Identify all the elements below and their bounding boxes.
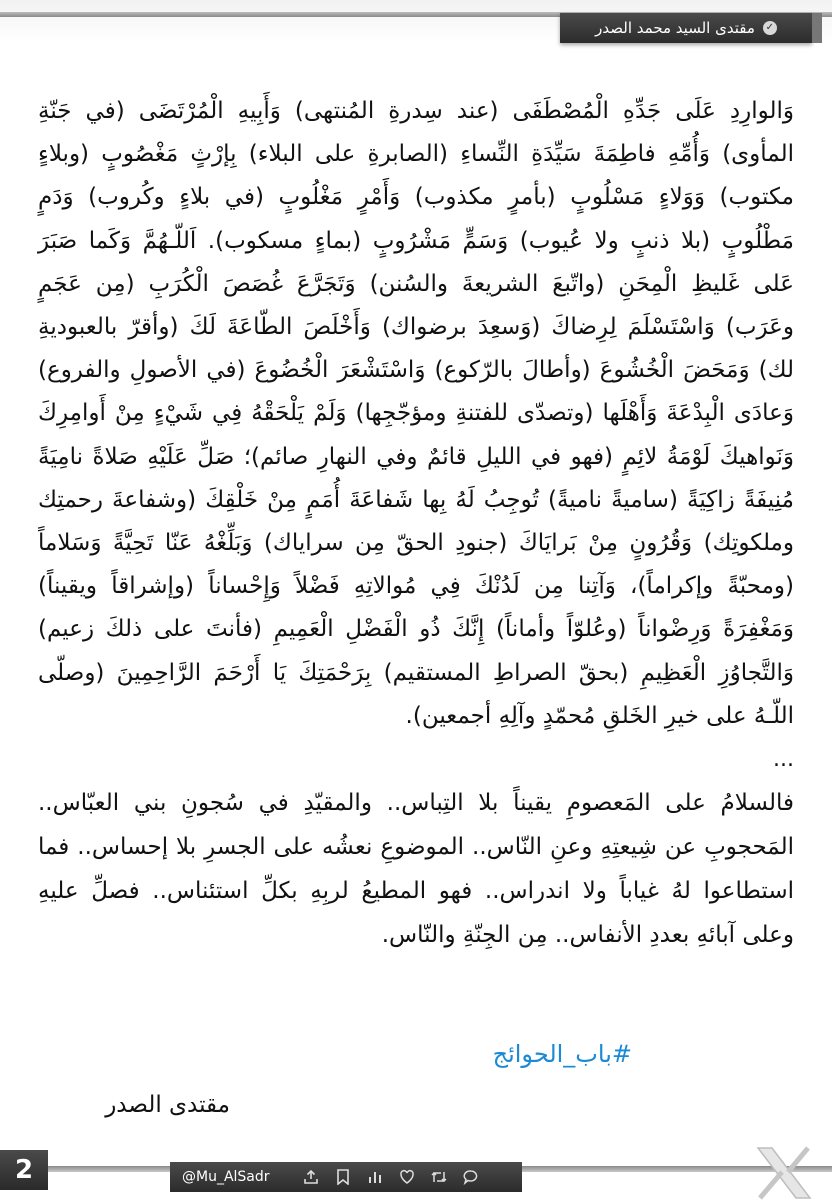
footer-bar <box>170 1162 522 1192</box>
bookmark-icon[interactable] <box>334 1168 352 1186</box>
account-badge[interactable] <box>560 13 812 43</box>
post-body <box>38 90 794 957</box>
account-handle[interactable]: @Mu_AlSadr <box>182 1169 270 1185</box>
retweet-icon[interactable] <box>430 1168 448 1186</box>
share-icon[interactable] <box>302 1168 320 1186</box>
reply-icon[interactable] <box>462 1168 480 1186</box>
paragraph-prayer: وَالوارِدِ عَلَى جَدِّهِ الْمُصْطَفَى (عند سِدرةِ المُنتهى) وَأَبِيهِ الْمُرْتَضَى (في جَنّةِ المأوى) وَأُمِّهِ فاطِمَةَ سَيِّدَةِ النِّساءِ (الصابرةِ على البلاء) بِإرْثٍ مَغْصُوبٍ (وبلاءٍ مكتوب) وَوَلاءٍ مَسْلُوبٍ (بأمرٍ مكذوب) وَأَمْرٍ مَغْلُوبٍ (في بلاءٍ وكُروب) وَدَمٍ مَطْلُوبٍ (بلا ذنبٍ ولا عُيوب) وَسَمٍّ مَشْرُوبٍ (بماءٍ مسكوب). اَللّـهُمَّ وَكَما صَبَرَ عَلى غَليظِ الْمِحَنِ (واتّبعَ الشريعةَ والسُنن) وَتَجَرَّعَ غُصَصَ الْكُرَبِ (مِن عَجَمٍ وعَرَب) وَاسْتَسْلَمَ لِرِضاكَ (وَسعِدَ برضواك) وَأَخْلَصَ الطّاعَةَ لَكَ (وأقرّ بالعبوديةِ لك) وَمَحَضَ الْخُشُوعَ (وأطالَ بالرّكوع) وَاسْتَشْعَرَ الْخُضُوعَ (في الأصولِ والفروع) وَعادَى الْبِدْعَةَ وَأَهْلَها (وتصدّى للفتنةِ ومؤجّجِها) وَلَمْ يَلْحَقْهُ فِي شَيْءٍ مِنْ أَوامِرِكَ وَنَواهيكَ لَوْمَةُ لائِمٍ (فهو في الليلِ قائمٌ وفي النهارِ صائم)؛ صَلِّ عَلَيْهِ صَلاةً نامِيَةً مُنِيفَةً زاكِيَةً (ساميةً ناميةً) تُوجِبُ لَهُ بِها شَفاعَةَ أُمَمٍ مِنْ خَلْقِكَ (وشفاعةَ رحمتِك وملكوتِك) وَقُرُونٍ مِنْ بَرايَاكَ (جنودِ الحقّ مِن سراياك) وَبَلِّغْهُ عَنّا تَحِيَّةً وَسَلاماً (ومحبّةً وإكراماً)، وَآتِنا مِن لَدُنْكَ فِي مُوالاتِهِ فَضْلاً وَإِحْساناً (وإشراقاً ويقيناً) وَمَغْفِرَةً وَرِضْواناً (وعُلوّاً وأماناً) إِنَّكَ ذُو الْفَضْلِ الْعَمِيمِ (فأنتَ على ذلكَ زعيم) وَالتَّجاوُزِ الْعَظِيمِ (بحقّ الصراطِ المستقيم) بِرَحْمَتِكَ يَا أَرْحَمَ الرَّاحِمِينَ (وصلّى اللّـهُ على خيرِ الخَلقِ مُحمّدٍ وآلِهِ أجمعين). <box>38 98 794 729</box>
hashtag-link[interactable]: #باب_الحوائج <box>492 1040 632 1068</box>
paragraph-salutation: فالسلامُ على المَعصومِ يقيناً بلا التِباس.. والمقيّدِ في سُجونِ بني العبّاس.. المَحجوبِ عن شِيعتِهِ وعنِ النّاس.. الموضوعِ نعشُه على الجسرِ بلا إحساس.. فما استطاعوا لهُ غياباً ولا اندراس.. فهو المطيعُ لربِهِ بكلِّ استئناس.. فصلِّ عليهِ وعلى آبائهِ بعددِ الأنفاس.. مِن الجِنّةِ والنّاس. <box>38 790 794 949</box>
page-number: 2 <box>0 1150 48 1190</box>
signature: مقتدى الصدر <box>105 1092 230 1118</box>
x-logo-icon <box>752 1146 816 1200</box>
account-name: مقتدى السيد محمد الصدر <box>595 19 755 37</box>
header-band <box>0 0 832 42</box>
views-icon[interactable] <box>366 1168 384 1186</box>
ellipsis: ... <box>773 747 794 773</box>
like-icon[interactable] <box>398 1168 416 1186</box>
verified-icon: ✓ <box>763 21 777 35</box>
